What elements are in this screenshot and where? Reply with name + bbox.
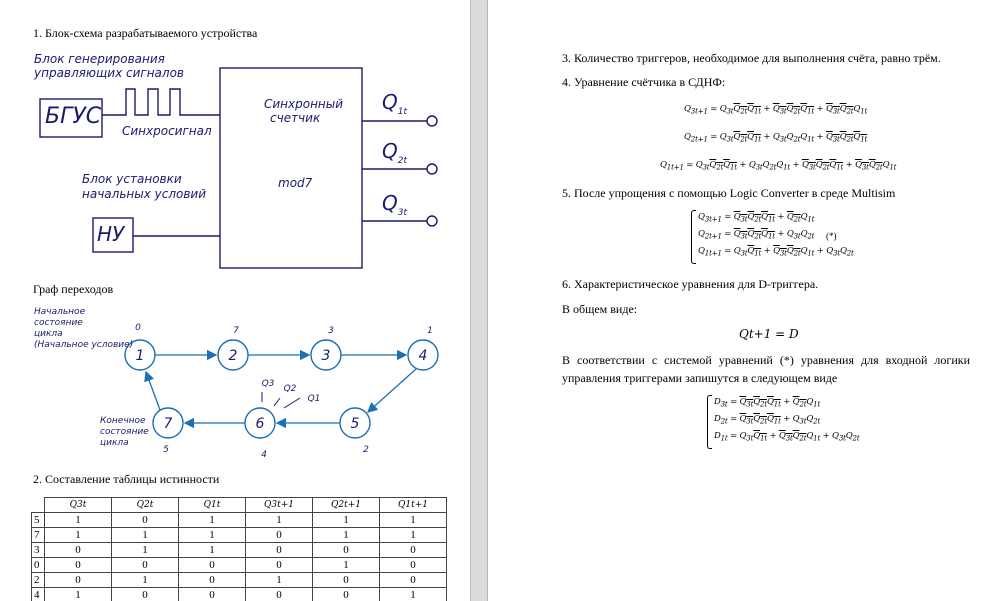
label-gen-line2: управляющих сигналов [34, 66, 184, 80]
sync-signal-label: Синхросигнал [122, 124, 212, 138]
page-divider [470, 0, 471, 601]
bgus-label: БГУС [45, 104, 102, 129]
table-cell: 0 [45, 558, 112, 573]
code-3: 3 [328, 326, 334, 336]
para-triggers-count: 3. Количество триггеров, необходимое для выполнения счёта, равно трём. [562, 51, 941, 65]
table-cell: 1 [246, 573, 313, 588]
table-cell: 0 [179, 573, 246, 588]
table-cell: 0 [380, 543, 447, 558]
nu-label: НУ [97, 222, 125, 246]
label-gen-line1: Блок генерирования [34, 52, 165, 66]
table-cell: 1 [179, 528, 246, 543]
heading-block-diagram: 1. Блок-схема разрабатываемого устройства [33, 26, 258, 40]
table-cell: 0 [179, 588, 246, 601]
system-brace [691, 210, 696, 264]
table-cell: 1 [112, 573, 179, 588]
sdnf-eq-2: $Q_{2t+1} = Q_{3t}Q_{2t}Q_{1t} + Q_{3t}Q_{2t}Q_{1t} + Q_{3t}Q_{2t}Q_{1t}$ [684, 132, 868, 144]
end-label-1: Конечное [100, 416, 146, 426]
d-equation: Qt+1 = D [739, 327, 799, 341]
node-6-label: 6 [255, 416, 265, 432]
q1-output: $Q_{1t}$ [382, 90, 408, 117]
table-cell: 0 [112, 588, 179, 601]
para-input-logic: В соответствии с системой уравнений (*) уравнения для входной логики управления триггерами запишутся в следующем виде [562, 353, 970, 385]
table-cell: 1 [45, 528, 112, 543]
node-4-label: 4 [418, 348, 428, 364]
row-label: 4 [32, 588, 45, 601]
table-row [32, 543, 447, 558]
table-cell: 0 [246, 588, 313, 601]
table-cell: 0 [246, 543, 313, 558]
table-cell: 0 [45, 573, 112, 588]
table-cell: 1 [179, 513, 246, 528]
code-2: 7 [233, 326, 239, 336]
table-row [32, 573, 447, 588]
row-label: 0 [32, 558, 45, 573]
table-header-row [32, 498, 447, 513]
label-init-line2: начальных условий [82, 187, 207, 201]
row-label: 2 [32, 573, 45, 588]
table-cell: 0 [313, 543, 380, 558]
q1-label: Q1 [307, 394, 321, 404]
node-5-label: 5 [350, 416, 360, 432]
col-header: Q2t+1 [313, 498, 380, 513]
q3-output: $Q_{3t}$ [382, 191, 408, 218]
table-cell: 1 [313, 513, 380, 528]
table-cell: 1 [112, 543, 179, 558]
heading-graph: Граф переходов [33, 282, 114, 296]
row-label: 5 [32, 513, 45, 528]
col-header: Q3t [45, 498, 112, 513]
para-general: В общем виде: [562, 302, 638, 316]
mod-label: mod7 [278, 176, 313, 190]
table-cell: 1 [45, 588, 112, 601]
table-cell: 0 [179, 558, 246, 573]
table-cell: 1 [380, 588, 447, 601]
table-cell: 1 [45, 513, 112, 528]
q3-label: Q3 [261, 379, 275, 389]
end-label-2: состояние [100, 427, 149, 437]
counter-label-2: счетчик [270, 111, 321, 125]
sdnf-eq-3: $Q_{1t+1} = Q_{3t}Q_{2t}Q_{1t} + Q_{3t}Q_{2t}Q_{1t} + Q_{3t}Q_{2t}Q_{1t} + Q_{3t}Q_{2t}Q_{1t}$ [660, 160, 897, 172]
document-page-right [488, 0, 1000, 601]
d-eq-1: $D_{3t} = Q_{3t}Q_{2t}Q_{1t} + Q_{2t}Q_{1t}$ [714, 397, 821, 409]
table-cell: 0 [313, 588, 380, 601]
d-eq-2: $D_{2t} = Q_{3t}Q_{2t}Q_{1t} + Q_{3t}Q_{2t}$ [714, 414, 821, 426]
heading-truth-table: 2. Составление таблицы истинности [33, 472, 220, 486]
table-cell: 1 [246, 513, 313, 528]
code-5: 2 [363, 445, 369, 455]
table-cell: 1 [313, 558, 380, 573]
para-sdnf: 4. Уравнение счётчика в СДНФ: [562, 75, 726, 89]
node-2-label: 2 [228, 348, 238, 364]
q1-terminal [427, 116, 437, 126]
node-3-label: 3 [321, 348, 331, 364]
table-cell: 1 [380, 528, 447, 543]
document-page-left [0, 0, 470, 601]
para-multisim: 5. После упрощения с помощью Logic Converter в среде Multisim [562, 186, 896, 200]
code-4: 1 [427, 326, 433, 336]
q2-output: $Q_{2t}$ [382, 139, 408, 166]
d-eq-3: $D_{1t} = Q_{3t}Q_{1t} + Q_{3t}Q_{2t}Q_{1t} + Q_{3t}Q_{2t}$ [714, 431, 860, 443]
end-label-3: цикла [100, 438, 129, 448]
table-cell: 0 [380, 558, 447, 573]
node-1-label: 1 [135, 348, 145, 364]
row-label: 7 [32, 528, 45, 543]
table-cell: 0 [246, 558, 313, 573]
q3-terminal [427, 216, 437, 226]
counter-label-1: Синхронный [264, 97, 344, 111]
col-header: Q2t [112, 498, 179, 513]
node-7-label: 7 [163, 416, 173, 432]
table-cell: 1 [380, 513, 447, 528]
col-header: Q1t [179, 498, 246, 513]
simplified-eq-3: $Q_{1t+1} = Q_{3t}Q_{1t} + Q_{3t}Q_{2t}Q_{1t} + Q_{3t}Q_{2t}$ [698, 246, 854, 258]
row-label: 3 [32, 543, 45, 558]
code-7: 5 [163, 445, 169, 455]
table-cell: 0 [246, 528, 313, 543]
q2-terminal [427, 164, 437, 174]
simplified-eq-1: $Q_{3t+1} = Q_{3t}Q_{2t}Q_{1t} + Q_{2t}Q_{1t}$ [698, 212, 815, 224]
label-init-line1: Блок установки [82, 172, 182, 186]
table-cell: 0 [45, 543, 112, 558]
table-row [32, 513, 447, 528]
table-cell: 1 [112, 528, 179, 543]
simplified-eq-2: $Q_{2t+1} = Q_{3t}Q_{2t}Q_{1t} + Q_{3t}Q_{2t}$ [698, 229, 815, 241]
sync-pulse [102, 89, 220, 115]
start-label-3: цикла [34, 329, 63, 339]
col-header: Q3t+1 [246, 498, 313, 513]
para-d-trigger: 6. Характеристическое уравнения для D-триггера. [562, 277, 819, 291]
q2-label: Q2 [283, 384, 297, 394]
table-cell: 0 [112, 513, 179, 528]
table-row [32, 528, 447, 543]
sdnf-eq-1: $Q_{3t+1} = Q_{3t}Q_{2t}Q_{1t} + Q_{3t}Q_{2t}Q_{1t} + Q_{3t}Q_{2t}Q_{1t}$ [684, 104, 868, 116]
start-label-2: состояние [34, 318, 83, 328]
start-label-4: (Начальное условие) [34, 340, 134, 350]
table-row [32, 588, 447, 601]
col-header: Q1t+1 [380, 498, 447, 513]
code-1: 0 [135, 323, 141, 333]
truth-table [31, 497, 447, 601]
table-cell: 0 [313, 573, 380, 588]
star-marker: (*) [826, 231, 837, 241]
table-cell: 0 [112, 558, 179, 573]
d-system-brace [707, 395, 712, 449]
code-6: 4 [261, 450, 267, 460]
table-cell: 0 [380, 573, 447, 588]
start-label-1: Начальное [34, 307, 86, 317]
table-row [32, 558, 447, 573]
table-cell: 1 [313, 528, 380, 543]
table-cell: 1 [179, 543, 246, 558]
